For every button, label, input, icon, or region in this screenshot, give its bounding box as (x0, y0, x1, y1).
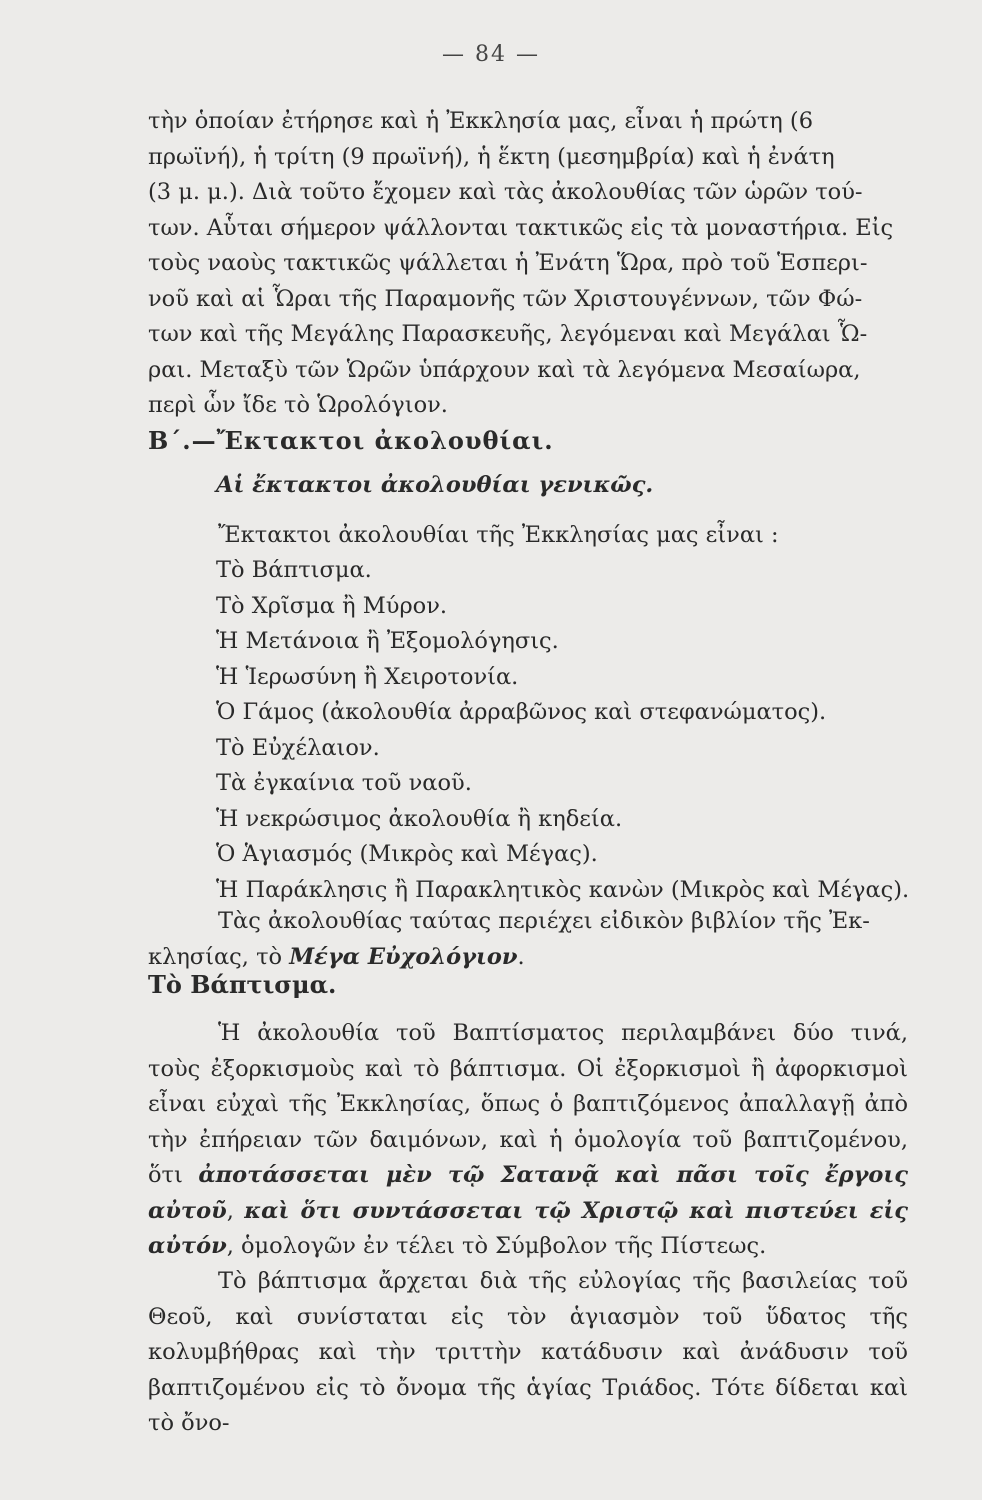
paragraph-text-1: Ἡ ἀκολουθία τοῦ Βαπτίσματος περιλαμβάνει δύο τινά, τοὺς ἐξορκισμοὺς καὶ τὸ βάπτισμα. Οἱ ἐξορκισμοὶ ἢ ἀφορκισμοὶ εἶναι εὐχαὶ τῆς Ἐκκλησίας, ὅπως ὁ βαπτιζόμενος ἀπαλλαγῇ ἀπὸ τὴν ἐπήρειαν τῶν δαιμόνων, καὶ ἡ ὁμολογία τοῦ βαπτιζομένου, ὅτι (148, 1020, 908, 1188)
text-line: Τὰς ἀκολουθίας ταύτας περιέχει εἰδικὸν βιβλίον τῆς Ἐκ- (218, 908, 870, 934)
text-line: τὴν ὁποίαν ἐτήρησε καὶ ἡ Ἐκκλησία μας, εἶναι ἡ πρώτη (6 (148, 108, 814, 134)
paragraph-text: Τὸ βάπτισμα ἄρχεται διὰ τῆς εὐλογίας τῆς βασιλείας τοῦ Θεοῦ, καὶ συνίσταται εἰς τὸν ἁγιασμὸν τοῦ ὕδατος τῆς κολυμβήθρας καὶ τὴν τριττὴν κατάδυσιν καὶ ἀνάδυσιν τοῦ βαπτιζομένου εἰς τὸ ὄνομα τῆς ἁγίας Τριάδος. Τότε δίδεται καὶ τὸ ὄνο- (148, 1268, 908, 1436)
list-item: Τὸ Εὐχέλαιον. (216, 734, 380, 761)
page-number: — 84 — (442, 42, 540, 67)
text-line: των καὶ τῆς Μεγάλης Παρασκευῆς, λεγόμεναι καὶ Μεγάλαι Ὧ- (148, 321, 868, 347)
list-item: Ὁ Γάμος (ἀκολουθία ἀρραβῶνος καὶ στεφανώματος). (216, 699, 827, 725)
text-line: τοὺς ναοὺς τακτικῶς ψάλλεται ἡ Ἐνάτη Ὥρα, πρὸ τοῦ Ἑσπερι- (148, 250, 868, 276)
list-item: Τὸ Βάπτισμα. (216, 557, 372, 583)
text-line: πρωϊνή), ἡ τρίτη (9 πρωϊνή), ἡ ἕκτη (μεσημβρία) καὶ ἡ ἐνάτη (148, 143, 835, 170)
list-item: Ἡ Παράκλησις ἢ Παρακλητικὸς κανὼν (Μικρὸς καὶ Μέγας). (216, 876, 910, 903)
text-line: περὶ ὧν ἴδε τὸ Ὡρολόγιον. (148, 392, 448, 418)
list-item: Ὁ Ἁγιασμός (Μικρὸς καὶ Μέγας). (216, 841, 598, 867)
closing-text: κλησίας, τὸ (148, 943, 290, 970)
section-heading: Β΄.—Ἔκτακτοι ἀκολουθίαι. (148, 426, 554, 455)
paragraph-text-3: , ὁμολογῶν ἐν τέλει τὸ Σύμβολον τῆς Πίστεως. (226, 1233, 767, 1259)
list-item: Τὰ ἐγκαίνια τοῦ ναοῦ. (216, 770, 472, 796)
list-item: Τὸ Χρῖσμα ἢ Μύρον. (216, 592, 448, 619)
book-title: Μέγα Εὐχολόγιον (289, 943, 518, 970)
baptism-heading: Τὸ Βάπτισμα. (148, 970, 337, 999)
text-line: ραι. Μεταξὺ τῶν Ὡρῶν ὑπάρχουν καὶ τὰ λεγόμενα Μεσαίωρα, (148, 356, 861, 383)
paragraph-text-2: , (226, 1197, 245, 1224)
services-intro-text: Ἔκτακτοι ἀκολουθίαι τῆς Ἐκκλησίας μας εἶναι : (218, 522, 779, 548)
closing-text-end: . (517, 943, 525, 970)
list-item: Ἡ Μετάνοια ἢ Ἐξομολόγησις. (216, 628, 559, 654)
closing-paragraph (148, 904, 908, 975)
baptism-paragraph-2 (148, 1264, 908, 1442)
emphasis-2: καὶ ὅτι συντάσσεται τῷ Χριστῷ καὶ πιστεύει εἰς αὐτόν (148, 1197, 908, 1259)
subheading: Αἱ ἔκτακτοι ἀκολουθίαι γενικῶς. (216, 472, 654, 498)
list-item: Ἡ Ἱερωσύνη ἢ Χειροτονία. (216, 663, 519, 690)
baptism-paragraph-1 (148, 1016, 908, 1265)
paragraph-text (148, 1016, 908, 1265)
text-line: (3 μ. μ.). Διὰ τοῦτο ἔχομεν καὶ τὰς ἀκολουθίας τῶν ὡρῶν τού- (148, 179, 863, 205)
list-item: Ἡ νεκρώσιμος ἀκολουθία ἢ κηδεία. (216, 805, 623, 832)
text-line: νοῦ καὶ αἱ Ὧραι τῆς Παραμονῆς τῶν Χριστουγέννων, τῶν Φώ- (148, 285, 863, 312)
services-intro (148, 518, 908, 554)
intro-paragraph (148, 104, 908, 424)
services-list (216, 553, 916, 908)
emphasis-1: ἀποτάσσεται μὲν τῷ Σατανᾷ καὶ πᾶσι τοῖς ἔργοις αὐτοῦ (148, 1162, 908, 1224)
text-line: των. Αὗται σήμερον ψάλλονται τακτικῶς εἰς τὰ μοναστήρια. Εἰς (148, 214, 894, 241)
